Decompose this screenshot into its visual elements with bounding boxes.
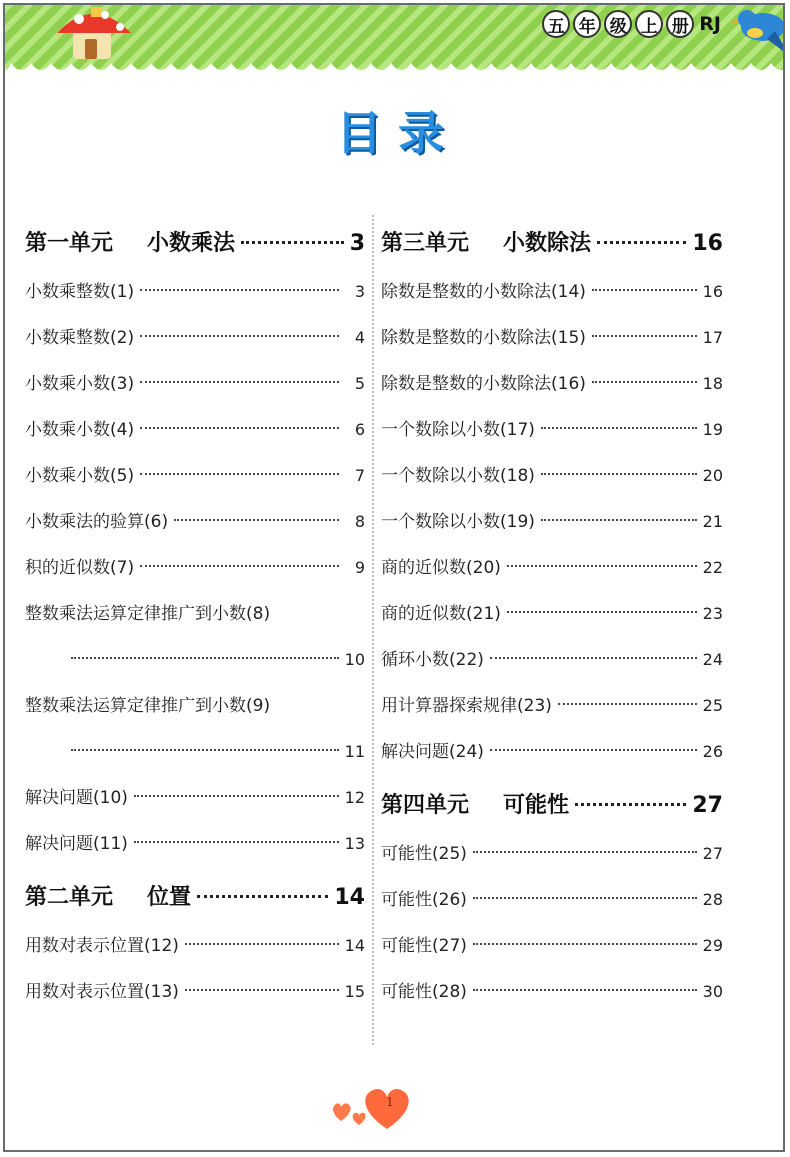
leader-dots — [490, 749, 697, 751]
toc-entry[interactable] — [381, 545, 723, 591]
page-number: 10 — [344, 650, 365, 669]
unit-heading[interactable] — [25, 219, 365, 269]
leader-dots — [71, 657, 339, 659]
unit-name: 第一单元 — [25, 231, 114, 256]
page-number: 6 — [354, 420, 365, 439]
page-number: 27 — [692, 793, 723, 818]
grade-char: 级 — [604, 10, 632, 38]
grade-char: 年 — [573, 10, 601, 38]
entry-title: 除数是整数的小数除法(15) — [381, 328, 586, 348]
entry-title: 小数乘小数(4) — [25, 420, 135, 440]
toc-entry[interactable] — [25, 591, 365, 683]
page-number: 3 — [354, 282, 365, 301]
entry-title: 用数对表示位置(12) — [25, 936, 179, 956]
grade-char: 册 — [666, 10, 694, 38]
leader-dots — [490, 657, 697, 659]
entry-title: 小数乘法的验算(6) — [25, 512, 169, 532]
toc-entry[interactable] — [381, 315, 723, 361]
toc-entry[interactable] — [381, 877, 723, 923]
toc-entry[interactable] — [25, 545, 365, 591]
entry-title: 小数乘小数(3) — [25, 374, 135, 394]
unit-topic: 位置 — [147, 885, 192, 910]
page-number: 3 — [349, 231, 365, 256]
leader-dots — [185, 943, 339, 945]
leader-dots — [592, 289, 697, 291]
toc-entry[interactable] — [381, 453, 723, 499]
entry-title: 小数乘整数(1) — [25, 282, 135, 302]
entry-title: 除数是整数的小数除法(14) — [381, 282, 586, 302]
unit-heading[interactable] — [381, 781, 723, 831]
entry-title: 一个数除以小数(17) — [381, 420, 535, 440]
toc-entry[interactable] — [25, 683, 365, 775]
page-number: 28 — [702, 890, 723, 909]
leader-dots — [473, 897, 697, 899]
grade-char: 五 — [542, 10, 570, 38]
leader-dots — [541, 427, 697, 429]
leader-dots — [597, 241, 686, 244]
leader-dots — [185, 989, 339, 991]
toc-entry[interactable] — [381, 499, 723, 545]
page-number: 13 — [344, 834, 365, 853]
page-number: 27 — [702, 844, 723, 863]
leader-dots — [71, 749, 339, 751]
unit-name: 第二单元 — [25, 885, 114, 910]
column-divider — [372, 215, 374, 1045]
entry-title: 解决问题(10) — [25, 788, 128, 808]
heart-icon — [327, 1077, 427, 1137]
toc-entry[interactable] — [25, 821, 365, 867]
entry-title: 一个数除以小数(18) — [381, 466, 535, 486]
page-number: 8 — [354, 512, 365, 531]
toc-entry[interactable] — [25, 453, 365, 499]
page-number: 24 — [702, 650, 723, 669]
page-number: 29 — [702, 936, 723, 955]
unit-topic: 小数乘法 — [147, 231, 236, 256]
unit-topic: 可能性 — [503, 793, 570, 818]
leader-dots — [558, 703, 697, 705]
entry-title: 可能性(27) — [381, 936, 467, 956]
page-number: 5 — [354, 374, 365, 393]
toc-entry[interactable] — [25, 407, 365, 453]
toc-entry[interactable] — [381, 407, 723, 453]
page-number: 17 — [702, 328, 723, 347]
page-number: 26 — [702, 742, 723, 761]
toc-entry[interactable] — [25, 315, 365, 361]
leader-dots — [473, 943, 697, 945]
page-number: 30 — [702, 982, 723, 1001]
unit-name: 第三单元 — [381, 231, 470, 256]
leader-dots — [134, 795, 339, 797]
leader-dots — [592, 335, 697, 337]
leader-dots — [241, 241, 344, 244]
entry-title: 解决问题(11) — [25, 834, 128, 854]
entry-title: 商的近似数(20) — [381, 558, 501, 578]
page-number: 16 — [702, 282, 723, 301]
leader-dots — [541, 473, 697, 475]
toc-entry[interactable] — [25, 499, 365, 545]
entry-title: 商的近似数(21) — [381, 604, 501, 624]
page-frame — [3, 3, 785, 1152]
toc-entry[interactable] — [25, 969, 365, 1015]
toc-entry[interactable] — [381, 591, 723, 637]
footer-page-number: 1 — [386, 1095, 394, 1109]
entry-title: 小数乘小数(5) — [25, 466, 135, 486]
leader-dots — [592, 381, 697, 383]
grade-char: 上 — [635, 10, 663, 38]
toc-right-column — [381, 219, 723, 1015]
leader-dots — [473, 851, 697, 853]
entry-title: 积的近似数(7) — [25, 558, 135, 578]
page-number: 14 — [344, 936, 365, 955]
leader-dots — [507, 611, 697, 613]
toc-entry[interactable] — [25, 269, 365, 315]
entry-title: 用数对表示位置(13) — [25, 982, 179, 1002]
unit-heading[interactable] — [25, 873, 365, 923]
entry-title: 可能性(26) — [381, 890, 467, 910]
toc-entry[interactable] — [381, 683, 723, 729]
toc-entry[interactable] — [381, 831, 723, 877]
entry-title: 循环小数(22) — [381, 650, 484, 670]
unit-heading[interactable] — [381, 219, 723, 269]
entry-title: 一个数除以小数(19) — [381, 512, 535, 532]
page-number: 21 — [702, 512, 723, 531]
toc-entry[interactable] — [25, 361, 365, 407]
edition-code: RJ — [699, 13, 721, 35]
toc-entry[interactable] — [381, 969, 723, 1015]
page-number: 20 — [702, 466, 723, 485]
page-number: 23 — [702, 604, 723, 623]
leader-dots — [507, 565, 697, 567]
entry-title: 小数乘整数(2) — [25, 328, 135, 348]
page-title: 目录 — [336, 106, 460, 160]
entry-title: 用计算器探索规律(23) — [381, 696, 552, 716]
page-number: 19 — [702, 420, 723, 439]
leader-dots — [197, 895, 328, 898]
toc-entry[interactable] — [25, 923, 365, 969]
page-number: 15 — [344, 982, 365, 1001]
leader-dots — [140, 335, 339, 337]
page-number: 9 — [354, 558, 365, 577]
leader-dots — [473, 989, 697, 991]
leader-dots — [140, 565, 339, 567]
toc-entry[interactable] — [381, 637, 723, 683]
entry-title: 可能性(28) — [381, 982, 467, 1002]
toc-left-column — [25, 219, 365, 1015]
page-number: 14 — [334, 885, 365, 910]
page-number: 18 — [702, 374, 723, 393]
unit-topic: 小数除法 — [503, 231, 592, 256]
entry-title: 整数乘法运算定律推广到小数(9) — [25, 696, 271, 716]
page-number: 12 — [344, 788, 365, 807]
leader-dots — [541, 519, 697, 521]
leader-dots — [174, 519, 339, 521]
grade-label — [542, 9, 721, 39]
page-number: 25 — [702, 696, 723, 715]
entry-title: 解决问题(24) — [381, 742, 484, 762]
leader-dots — [140, 381, 339, 383]
toc-entry[interactable] — [25, 775, 365, 821]
leader-dots — [140, 427, 339, 429]
leader-dots — [134, 841, 339, 843]
toc-entry[interactable] — [381, 361, 723, 407]
page-number: 7 — [354, 466, 365, 485]
toc-entry[interactable] — [381, 729, 723, 775]
entry-title: 可能性(25) — [381, 844, 467, 864]
leader-dots — [575, 803, 686, 806]
page-number: 11 — [344, 742, 365, 761]
toc-entry[interactable] — [381, 923, 723, 969]
unit-name: 第四单元 — [381, 793, 470, 818]
toc-entry[interactable] — [381, 269, 723, 315]
leader-dots — [140, 473, 339, 475]
page-number: 16 — [692, 231, 723, 256]
leader-dots — [140, 289, 339, 291]
page-number: 4 — [354, 328, 365, 347]
entry-title: 除数是整数的小数除法(16) — [381, 374, 586, 394]
entry-title: 整数乘法运算定律推广到小数(8) — [25, 604, 271, 624]
page-number: 22 — [702, 558, 723, 577]
